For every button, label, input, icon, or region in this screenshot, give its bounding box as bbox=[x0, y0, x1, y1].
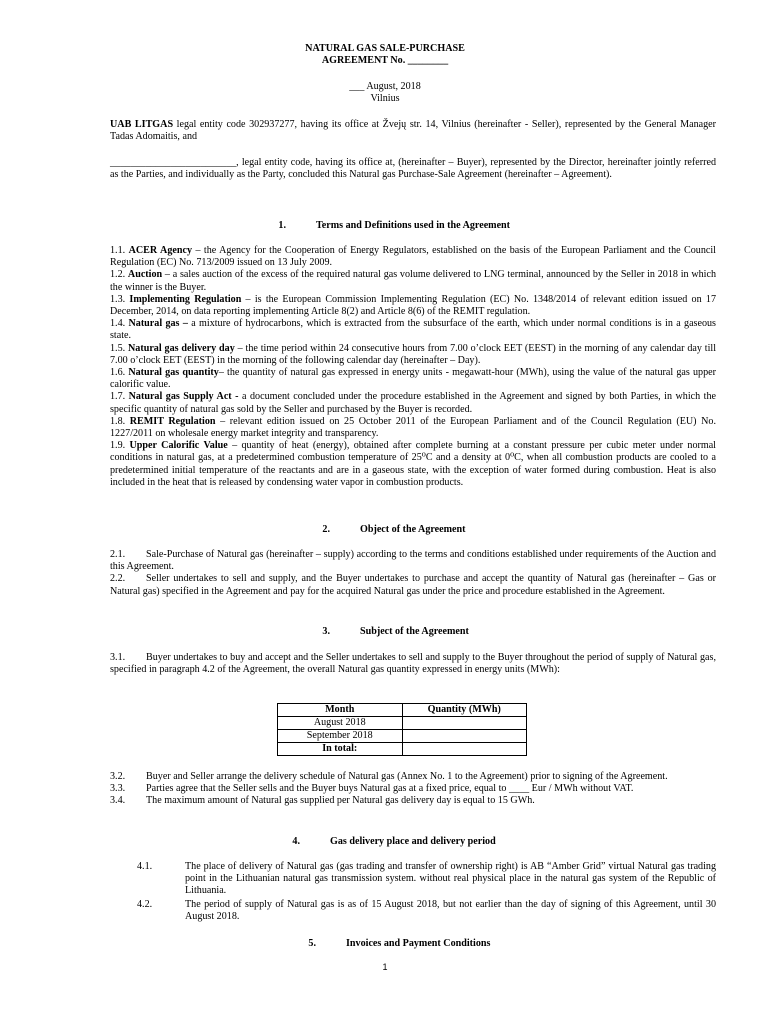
section-2-list bbox=[110, 549, 716, 598]
definition-item bbox=[110, 391, 716, 415]
list-item bbox=[110, 573, 716, 597]
item-text: Buyer and Seller arrange the delivery schedule of Natural gas (Annex No. 1 to the Agreement) prior to signing of the Agreement. bbox=[146, 771, 668, 782]
definition-number: 1.9. bbox=[110, 440, 126, 452]
section-2-title: Object of the Agreement bbox=[360, 524, 466, 535]
definition-term: Natural gas – bbox=[128, 318, 188, 330]
section-5-number: 5. bbox=[308, 938, 316, 949]
definition-text: a document concluded under the procedure established in the Agreement and signed by both Parties, in which the specific quantity of natural gas sold by the Seller and purchased by the Buyer is recorded. bbox=[110, 391, 716, 415]
definition-text: – the quantity of natural gas expressed in energy units - megawatt-hour (MWh), using the value of the natural gas upper calorific value. bbox=[110, 367, 716, 391]
definition-term: Natural gas delivery day bbox=[128, 342, 235, 354]
definition-term: Natural gas quantity bbox=[128, 367, 219, 379]
definition-text: – relevant edition issued on 25 October 2011 of the European Parliament and of the Council Regulation (EU) No. 1227/2011 on wholesale energy market integrity and transparency. bbox=[110, 415, 716, 440]
definition-number: 1.2. bbox=[110, 269, 126, 281]
section-2-heading bbox=[290, 524, 465, 536]
definition-number: 1.8. bbox=[110, 415, 126, 427]
buyer-text: _________________________, legal entity code, having its office at, (hereinafter – Buyer), represented by the Director, hereinafter jointly referred as the Parties, and individually as the Party, concluded this Natural gas Purchase-Sale Agreement (hereinafter – Agreement). bbox=[110, 157, 716, 181]
section-4-number: 4. bbox=[292, 836, 300, 847]
section-3-list bbox=[110, 771, 716, 808]
item-text: Parties agree that the Seller sells and the Buyer buys Natural gas at a fixed price, equal to ____ Eur / MWh without VAT. bbox=[146, 783, 634, 795]
date-place bbox=[0, 81, 770, 105]
item-number: 3.2. bbox=[110, 771, 126, 782]
seller-paragraph bbox=[110, 119, 716, 143]
definition-item bbox=[110, 440, 716, 489]
date-line: ___ August, 2018 bbox=[349, 81, 421, 92]
section-3-number: 3. bbox=[322, 626, 330, 637]
item-text: The place of delivery of Natural gas (gas trading and transfer of ownership right) is AB “Amber Grid” virtual Natural gas trading point in the Lithuanian natural gas transmission system. without real physical place in the natural gas system of the Republic of Lithuania. bbox=[185, 861, 716, 897]
item-text: The period of supply of Natural gas is as of 15 August 2018, but not earlier than the day of signing of this Agreement, until 30 August 2018. bbox=[185, 899, 716, 923]
definition-item bbox=[110, 269, 716, 293]
definition-term: ACER Agency bbox=[128, 245, 193, 256]
definition-text: a mixture of hydrocarbons, which is extracted from the subsurface of the earth, which under normal conditions is in a gaseous state. bbox=[110, 318, 716, 342]
definition-term: Implementing Regulation bbox=[129, 293, 242, 305]
list-item bbox=[110, 861, 716, 897]
definition-item bbox=[110, 245, 716, 269]
definition-term: REMIT Regulation bbox=[129, 415, 216, 427]
table-header-month: Month bbox=[278, 704, 403, 717]
list-item bbox=[110, 783, 716, 795]
table-total-label: In total: bbox=[278, 743, 403, 756]
item-number: 4.1. bbox=[137, 861, 153, 872]
seller-text: legal entity code 302937277, having its office at Žvejų str. 14, Vilnius (hereinafter - Seller), represented by the General Manager Tadas Adomaitis, and bbox=[110, 119, 717, 143]
definition-number: 1.7. bbox=[110, 391, 126, 403]
table-row bbox=[278, 717, 527, 730]
definition-item bbox=[110, 294, 716, 318]
definition-text: – the Agency for the Cooperation of Energy Regulators, established on the basis of the European Parliament and the Council Regulation (EC) No. 713/2009 issued on 13 July 2009. bbox=[110, 245, 716, 269]
document-title bbox=[0, 43, 770, 67]
buyer-paragraph bbox=[110, 157, 716, 181]
definitions-list bbox=[110, 245, 716, 489]
table-cell-quantity bbox=[402, 730, 527, 743]
section-2-number: 2. bbox=[322, 524, 330, 535]
title-line-1: NATURAL GAS SALE-PURCHASE bbox=[305, 43, 465, 54]
section-1-heading bbox=[226, 220, 510, 232]
item-number: 3.3. bbox=[110, 783, 126, 795]
definition-number: 1.1. bbox=[110, 245, 126, 256]
section-5-title: Invoices and Payment Conditions bbox=[346, 938, 491, 949]
item-number: 3.4. bbox=[110, 795, 126, 807]
item-number: 2.1. bbox=[110, 549, 126, 560]
list-item bbox=[110, 652, 716, 676]
definition-text: – is the European Commission Implementing Regulation (EC) No. 1348/2014 of relevant edition issued on 17 December, 2014, on data reporting implementing Article 8(2) and Article 8(6) of the REMIT regulation. bbox=[110, 293, 716, 318]
item-text: Sale-Purchase of Natural gas (hereinafter – supply) according to the terms and conditions established under requirements of the Auction and this Agreement. bbox=[110, 549, 716, 573]
table-cell-month: August 2018 bbox=[278, 717, 403, 730]
definition-text: – the time period within 24 consecutive hours from 7.00 o’clock EET (EEST) in the morning of any calendar day till 7.00 o’clock EET (EEST) in the morning of the following calendar day (hereinafter – Day). bbox=[110, 342, 717, 366]
item-text: Buyer undertakes to buy and accept and the Seller undertakes to sell and supply to the Buyer throughout the period of supply of Natural gas, specified in paragraph 4.2 of the Agreement, the overall Natural gas quantity expressed in energy units (MWh): bbox=[110, 652, 716, 676]
item-number: 2.2. bbox=[110, 573, 126, 585]
title-line-2: AGREEMENT No. ________ bbox=[321, 55, 449, 67]
definition-item bbox=[110, 343, 716, 367]
item-number: 3.1. bbox=[110, 652, 126, 663]
quantity-table bbox=[277, 703, 527, 756]
section-3-title: Subject of the Agreement bbox=[360, 626, 469, 637]
definition-number: 1.4. bbox=[110, 318, 126, 330]
table-header-row bbox=[278, 704, 527, 717]
section-1-title: Terms and Definitions used in the Agreement bbox=[316, 220, 511, 231]
table-total-value bbox=[402, 743, 527, 756]
section-3-intro bbox=[110, 652, 716, 676]
list-item bbox=[110, 795, 716, 807]
definition-text: – quantity of heat (energy), obtained after complete burning at a constant pressure per cubic meter under normal conditions in natural gas, at a predetermined combustion temperature of 25⁰C and a density at 0⁰C, when all combustion products are cooled to a predetermined initial temperature of the reactants and are in a gaseous state, with the exception of water formed during combustion. Heat is also included in the heat that is released by condensing water vapor in combustion products. bbox=[110, 440, 716, 488]
table-cell-quantity bbox=[402, 717, 527, 730]
definition-number: 1.5. bbox=[110, 342, 126, 354]
definition-item bbox=[110, 416, 716, 440]
section-3-heading bbox=[290, 626, 469, 638]
table-row bbox=[278, 730, 527, 743]
table-cell-month: September 2018 bbox=[278, 730, 403, 743]
table-total-row bbox=[278, 743, 527, 756]
seller-name: UAB LITGAS bbox=[110, 119, 174, 130]
list-item bbox=[110, 771, 716, 783]
section-1-number: 1. bbox=[278, 220, 286, 231]
place-line: Vilnius bbox=[370, 93, 400, 105]
list-item bbox=[110, 899, 716, 923]
page-number: 1 bbox=[382, 962, 388, 972]
definition-term: Auction bbox=[127, 269, 163, 281]
definition-number: 1.3. bbox=[110, 293, 126, 305]
item-number: 4.2. bbox=[137, 899, 153, 910]
definition-item bbox=[110, 367, 716, 391]
section-4-heading bbox=[260, 836, 496, 848]
section-4-title: Gas delivery place and delivery period bbox=[330, 836, 496, 847]
item-text: Seller undertakes to sell and supply, and the Buyer undertakes to purchase and accept the quantity of Natural gas (hereinafter – Gas or Natural gas) specified in the Agreement and pay for the acquired Natural gas under the price and procedure established in the Agreement. bbox=[110, 573, 716, 597]
definition-item bbox=[110, 318, 716, 342]
table-header-quantity: Quantity (MWh) bbox=[402, 704, 527, 717]
item-text: The maximum amount of Natural gas supplied per Natural gas delivery day is equal to 15 GWh. bbox=[146, 795, 535, 807]
definition-term: Natural gas Supply Act - bbox=[128, 391, 239, 403]
list-item bbox=[110, 549, 716, 573]
definition-text: – a sales auction of the excess of the required natural gas volume delivered to LNG terminal, announced by the Seller in 2018 in which the winner is the Buyer. bbox=[110, 269, 716, 293]
definition-number: 1.6. bbox=[110, 367, 126, 379]
definition-term: Upper Calorific Value bbox=[129, 440, 228, 452]
section-5-heading bbox=[276, 938, 490, 950]
